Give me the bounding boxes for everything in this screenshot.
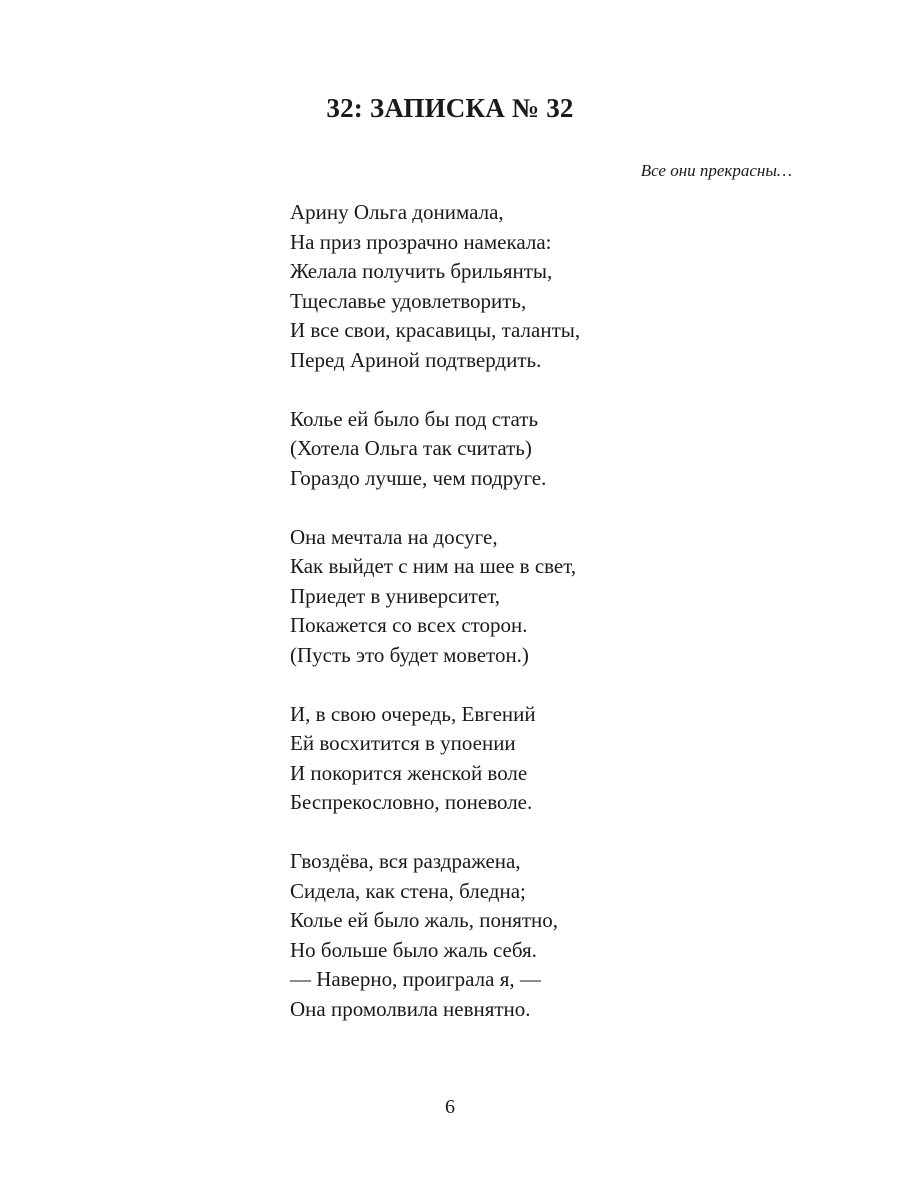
poem-line: Сидела, как стена, бледна; [290,878,526,903]
page-number: 6 [445,1096,455,1118]
poem-line: Гораздо лучше, чем подруге. [290,465,547,490]
poem-line: Гвоздёва, вся раздражена, [290,849,521,873]
poem-line: Колье ей было жаль, понятно, [290,908,559,932]
poem-line: (Пусть это будет моветон.) [290,642,529,667]
poem-line: Ей восхитится в упоении [290,731,516,755]
poem-line: И все свои, красавицы, таланты, [290,318,581,342]
epigraph: Все они прекрасны… [640,161,792,180]
poem-line: Приедет в университет, [290,583,501,608]
poem [290,198,580,1054]
poem-line: Она мечтала на досуге, [290,524,498,549]
poem-line: Колье ей было бы под стать [290,406,539,431]
poem-line: Перед Ариной подтвердить. [290,347,542,372]
poem-line: И покорится женской воле [290,760,528,785]
poem-line: Она промолвила невнятно. [290,996,531,1021]
poem-line: Беспрекословно, поневоле. [290,790,533,814]
poem-line: Желала получить брильянты, [290,259,553,283]
poem-line: — Наверно, проиграла я, — [290,967,541,991]
poem-line: Арину Ольга донимала, [290,200,504,224]
stanza [290,847,580,1024]
stanza [290,198,580,375]
stanza [290,405,580,494]
poem-line: И, в свою очередь, Евгений [290,701,536,726]
poem-line: (Хотела Ольга так считать) [290,436,532,460]
poem-line: На приз прозрачно намекала: [290,229,552,254]
poem-line: Но больше было жаль себя. [290,937,537,962]
poem-line: Тщеславье удовлетворить, [290,288,527,313]
stanza [290,700,580,818]
chapter-title: 32: ЗАПИСКА № 32 [326,93,574,123]
poem-line: Как выйдет с ним на шее в свет, [290,554,577,578]
poem-line: Покажется со всех сторон. [290,613,528,637]
stanza [290,523,580,671]
